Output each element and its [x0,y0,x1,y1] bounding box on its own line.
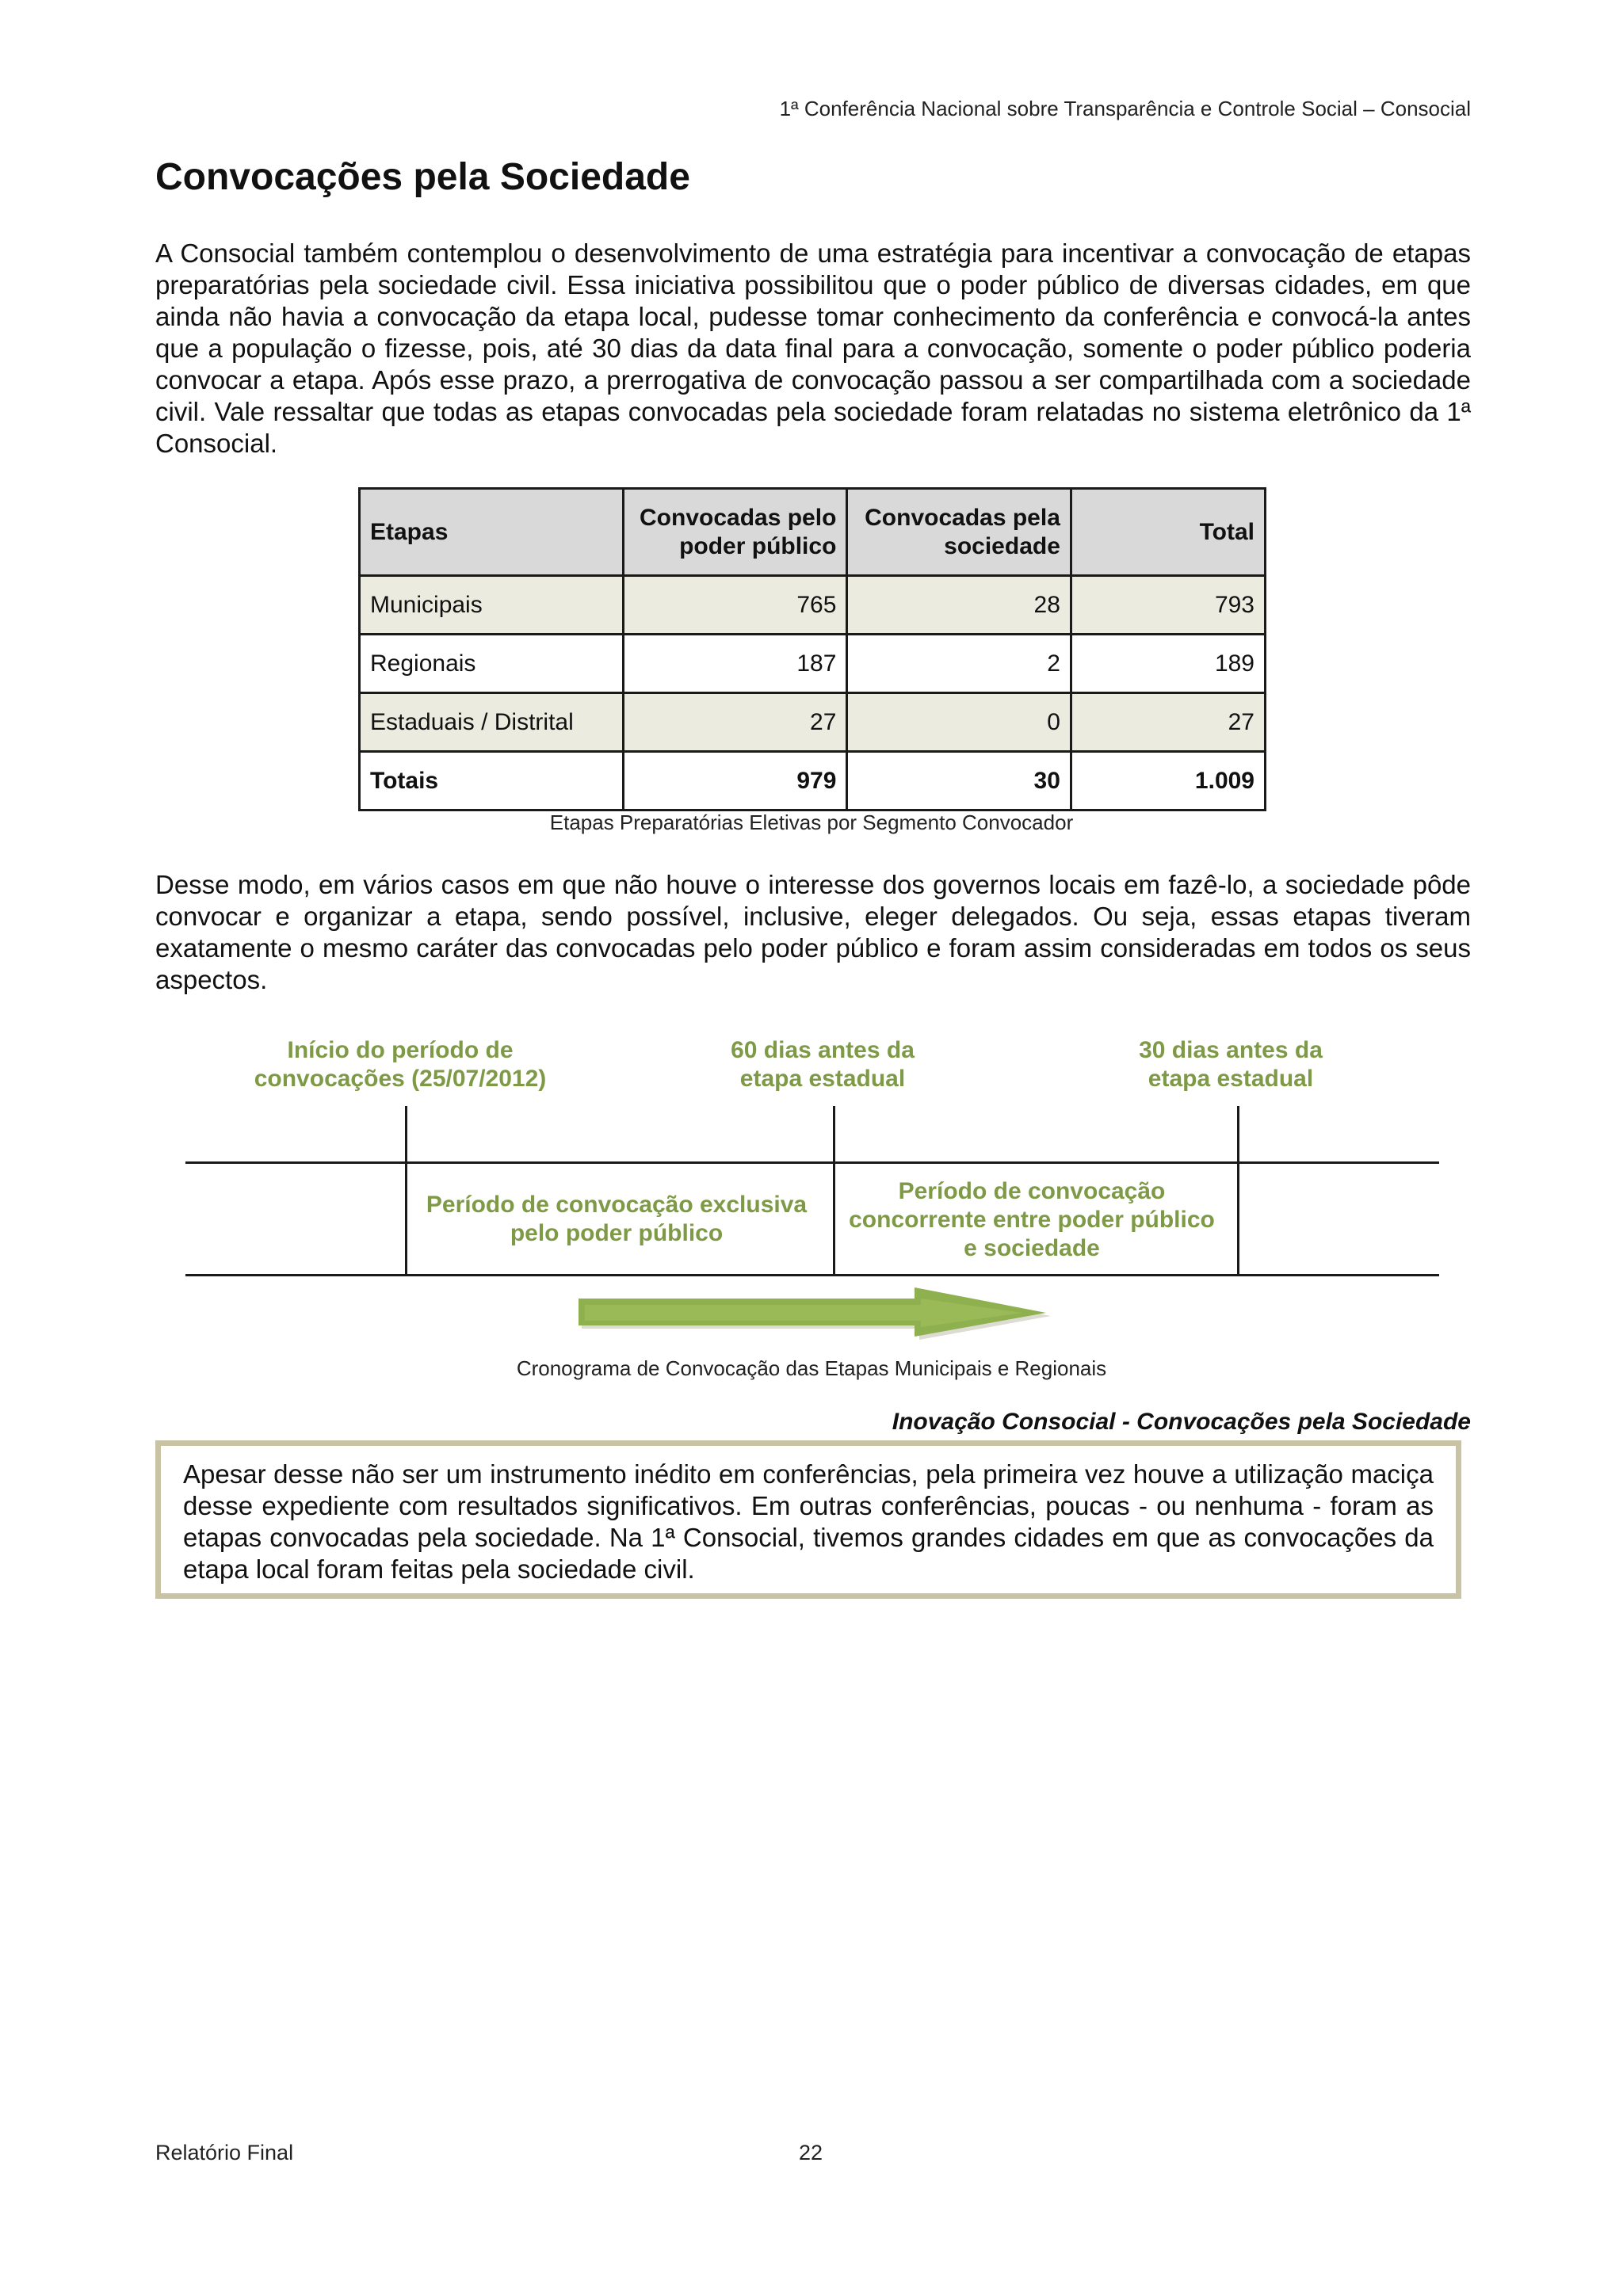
table-cell: 28 [847,576,1071,635]
table-header-total: Total [1071,489,1265,576]
intro-paragraph: A Consocial também contemplou o desenvolvimento de uma estratégia para incentivar a convocação de etapas preparatórias pela sociedade civil. Essa iniciativa possibilitou que o poder público de diversas cidades, em que ainda não havia a convocação da etapa local, pudesse tomar conhecimento da conferência e convocá-la antes que a população o fizesse, pois, até 30 dias da data final para a convocação, somente o poder público poderia convocar a etapa. Após esse prazo, a prerrogativa de convocação passou a ser compartilhada com a sociedade civil. Vale ressaltar que todas as etapas convocadas pela sociedade foram relatadas no sistema eletrônico da 1ª Consocial. [155,238,1471,458]
table-cell: 187 [623,635,846,693]
timeline-arrow-icon [579,1287,1054,1343]
table-caption: Etapas Preparatórias Eletivas por Segmento Convocador [549,810,1074,834]
table-header-poder-publico: Convocadas pelo poder público [623,489,846,576]
table-cell: 0 [847,693,1071,752]
table-totals-row [360,752,1266,810]
timeline-top-line [185,1161,1439,1164]
table-row [360,693,1266,752]
table-cell: 1.009 [1071,752,1265,810]
timeline-divider [405,1106,407,1276]
table-row [360,635,1266,693]
table-header-etapas: Etapas [360,489,624,576]
table-cell: Estaduais / Distrital [360,693,624,752]
footer-report-label: Relatório Final [155,2141,294,2164]
innovation-box-title: Inovação Consocial - Convocações pela Sociedade [892,1409,1471,1435]
table-header-sociedade: Convocadas pela sociedade [847,489,1071,576]
table-cell: Totais [360,752,624,810]
table-cell: 793 [1071,576,1265,635]
innovation-box [155,1440,1461,1599]
table-cell: 27 [1071,693,1265,752]
page-title: Convocações pela Sociedade [155,156,690,198]
second-paragraph: Desse modo, em vários casos em que não houve o interesse dos governos locais em fazê-lo, a sociedade pôde convocar e organizar a etapa, sendo possível, inclusive, eleger delegados. Ou seja, essas etapas tiveram exatamente o mesmo caráter das convocadas pelo poder público e foram assim consideradas em todos os seus aspectos. [155,870,1471,994]
table-cell: 189 [1071,635,1265,693]
table-row [360,576,1266,635]
table-cell: Regionais [360,635,624,693]
timeline-marker-30-days: 30 dias antes da etapa estadual [1139,1037,1323,1092]
timeline-period-exclusive: Período de convocação exclusiva pelo poder público [426,1192,808,1246]
table-cell: 2 [847,635,1071,693]
innovation-box-text: Apesar desse não ser um instrumento inédito em conferências, pela primeira vez houve a utilização maciça desse expediente com resultados significativos. Em outras conferências, poucas - ou nenhuma - foram as etapas convocadas pela sociedade. Na 1ª Consocial, tivemos grandes cidades em que as convocações da etapa local foram feitas pela sociedade civil. [183,1459,1434,1584]
timeline-caption: Cronograma de Convocação das Etapas Municipais e Regionais [516,1356,1107,1380]
timeline-period-concurrent: Período de convocação concorrente entre poder público e sociedade [849,1178,1215,1261]
stages-table [358,487,1266,811]
table-cell: 979 [623,752,846,810]
timeline-divider [833,1106,835,1276]
table-cell: 27 [623,693,846,752]
running-header: 1ª Conferência Nacional sobre Transparência e Controle Social – Consocial [779,97,1471,120]
timeline-marker-start: Início do período de convocações (25/07/2012) [254,1037,547,1092]
timeline-divider [1237,1106,1239,1276]
page-number: 22 [799,2141,823,2164]
timeline-marker-60-days: 60 dias antes da etapa estadual [731,1037,915,1092]
table-cell: 30 [847,752,1071,810]
timeline-bottom-line [185,1274,1439,1276]
table-cell: Municipais [360,576,624,635]
table-cell: 765 [623,576,846,635]
